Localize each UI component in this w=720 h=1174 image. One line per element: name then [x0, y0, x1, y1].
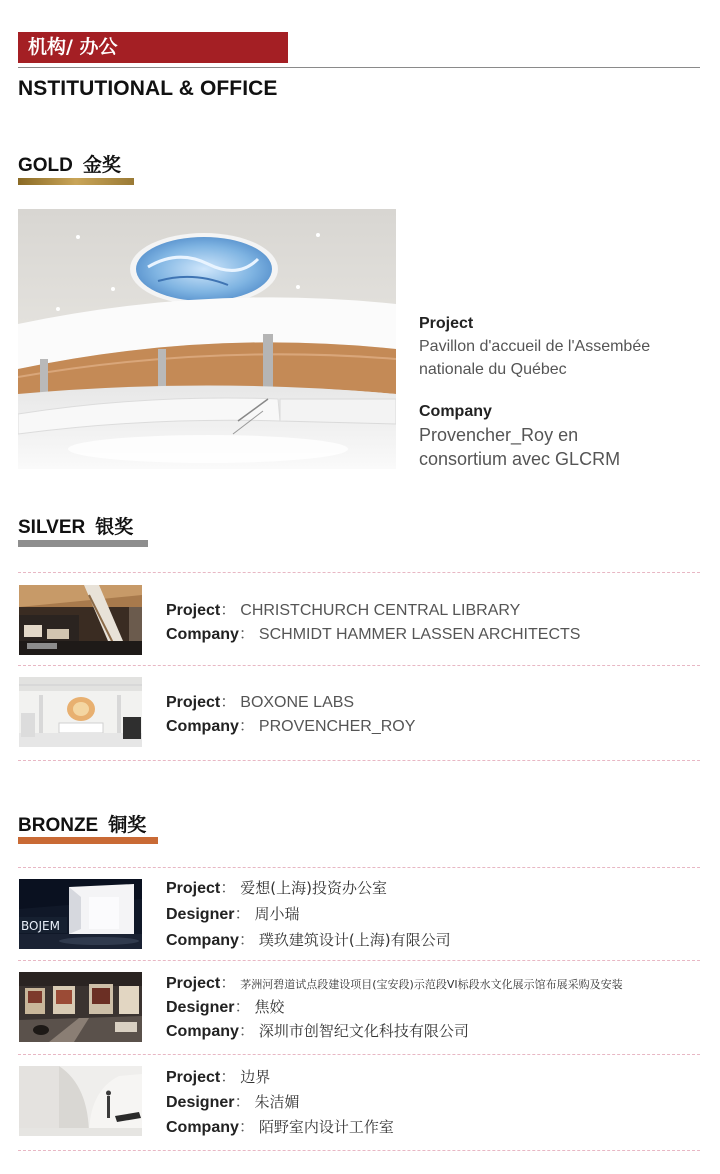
- bronze-2-project-label: Project: [166, 975, 221, 992]
- silver-2-company-label: Company: [166, 718, 239, 735]
- category-title-en: NSTITUTIONAL & OFFICE: [18, 77, 278, 100]
- bronze-3-project-label: Project: [166, 1069, 221, 1086]
- silver-1-company-row: Company： SCHMIDT HAMMER LASSEN ARCHITECTS: [166, 626, 581, 643]
- gold-title-en: GOLD: [18, 155, 73, 176]
- gold-company-value: Provencher_Roy en consortium avec GLCRM: [419, 425, 621, 469]
- divider: [18, 760, 700, 761]
- bronze-2-company-label: Company: [166, 1023, 239, 1040]
- bronze-1-company-label: Company: [166, 932, 239, 949]
- gold-project-value: Pavillon d'accueil de l'Assembée nationale du Québec: [419, 338, 651, 378]
- bronze-2-designer-row: Designer： 焦姣: [166, 998, 285, 1016]
- bronze-3-designer-label: Designer: [166, 1094, 235, 1111]
- silver-title-en: SILVER: [18, 517, 86, 538]
- silver-1-image: [19, 585, 142, 655]
- silver-title-zh: 银奖: [95, 516, 134, 538]
- bronze-1-designer-value: 周小瑞: [254, 905, 300, 923]
- gold-title-zh: 金奖: [82, 154, 121, 176]
- silver-1-company-value: SCHMIDT HAMMER LASSEN ARCHITECTS: [258, 626, 581, 643]
- bronze-1-designer-row: Designer： 周小瑞: [166, 905, 300, 923]
- gold-details: [419, 312, 709, 471]
- silver-2-company-value: PROVENCHER_ROY: [258, 718, 416, 735]
- silver-heading: [18, 512, 133, 539]
- silver-1-project-row: Project： CHRISTCHURCH CENTRAL LIBRARY: [166, 602, 521, 619]
- bronze-2-designer-value: 焦姣: [254, 998, 285, 1016]
- bronze-title-en: BRONZE: [18, 815, 99, 836]
- category-title-zh: 机构/ 办公: [28, 36, 118, 58]
- bronze-3-company-label: Company: [166, 1119, 239, 1136]
- silver-2-project-label: Project: [166, 694, 221, 711]
- bronze-1-image-text: BOJEM: [21, 919, 60, 933]
- gold-project-label: Project: [419, 315, 474, 332]
- bronze-2-image: [19, 972, 142, 1042]
- divider: [18, 1054, 700, 1055]
- bronze-3-project-row: Project： 边界: [166, 1068, 271, 1086]
- silver-2-company-row: Company： PROVENCHER_ROY: [166, 718, 416, 735]
- bronze-3-project-value: 边界: [240, 1068, 271, 1086]
- divider: [18, 572, 700, 573]
- bronze-3-company-row: Company： 陌野室内设计工作室: [166, 1118, 394, 1136]
- bronze-1-company-row: Company： 璞玖建筑设计(上海)有限公司: [166, 931, 451, 949]
- silver-1-company-label: Company: [166, 626, 239, 643]
- bronze-3-designer-value: 朱洁媚: [254, 1093, 300, 1111]
- bronze-2-company-row: Company： 深圳市创智纪文化科技有限公司: [166, 1022, 469, 1040]
- bronze-3-designer-row: Designer： 朱洁媚: [166, 1093, 300, 1111]
- bronze-1-project-row: Project： 爱想(上海)投资办公室: [166, 879, 387, 897]
- silver-2-image: [19, 677, 142, 747]
- bronze-2-project-value: 茅洲河碧道试点段建设项目(宝安段)示范段VI标段水文化展示馆布展采购及安装: [240, 978, 623, 991]
- gold-heading: [18, 150, 121, 177]
- gold-underline: [18, 178, 134, 185]
- silver-underline: [18, 540, 148, 547]
- bronze-2-project-row: Project： 茅洲河碧道试点段建设项目(宝安段)示范段VI标段水文化展示馆布展采购及安装: [166, 975, 623, 992]
- bronze-3-image: [19, 1066, 142, 1136]
- header-divider: [18, 67, 700, 68]
- bronze-1-image: [19, 879, 142, 949]
- divider: [18, 960, 700, 961]
- bronze-1-designer-label: Designer: [166, 906, 235, 923]
- silver-2-project-row: Project： BOXONE LABS: [166, 694, 355, 711]
- bronze-1-project-value: 爱想(上海)投资办公室: [240, 879, 387, 897]
- silver-2-project-value: BOXONE LABS: [240, 694, 355, 711]
- silver-1-project-value: CHRISTCHURCH CENTRAL LIBRARY: [240, 602, 521, 619]
- divider: [18, 867, 700, 868]
- bronze-underline: [18, 837, 158, 844]
- bronze-1-company-value: 璞玖建筑设计(上海)有限公司: [258, 931, 451, 949]
- divider: [18, 665, 700, 666]
- gold-company-label: Company: [419, 403, 492, 420]
- divider: [18, 1150, 700, 1151]
- bronze-3-company-value: 陌野室内设计工作室: [258, 1118, 394, 1136]
- category-banner: [18, 32, 288, 63]
- bronze-title-zh: 铜奖: [108, 814, 147, 836]
- bronze-2-company-value: 深圳市创智纪文化科技有限公司: [258, 1022, 469, 1040]
- bronze-1-project-label: Project: [166, 880, 221, 897]
- bronze-heading: [18, 810, 146, 837]
- bronze-2-designer-label: Designer: [166, 999, 235, 1016]
- silver-1-project-label: Project: [166, 602, 221, 619]
- gold-project-image: [18, 209, 396, 469]
